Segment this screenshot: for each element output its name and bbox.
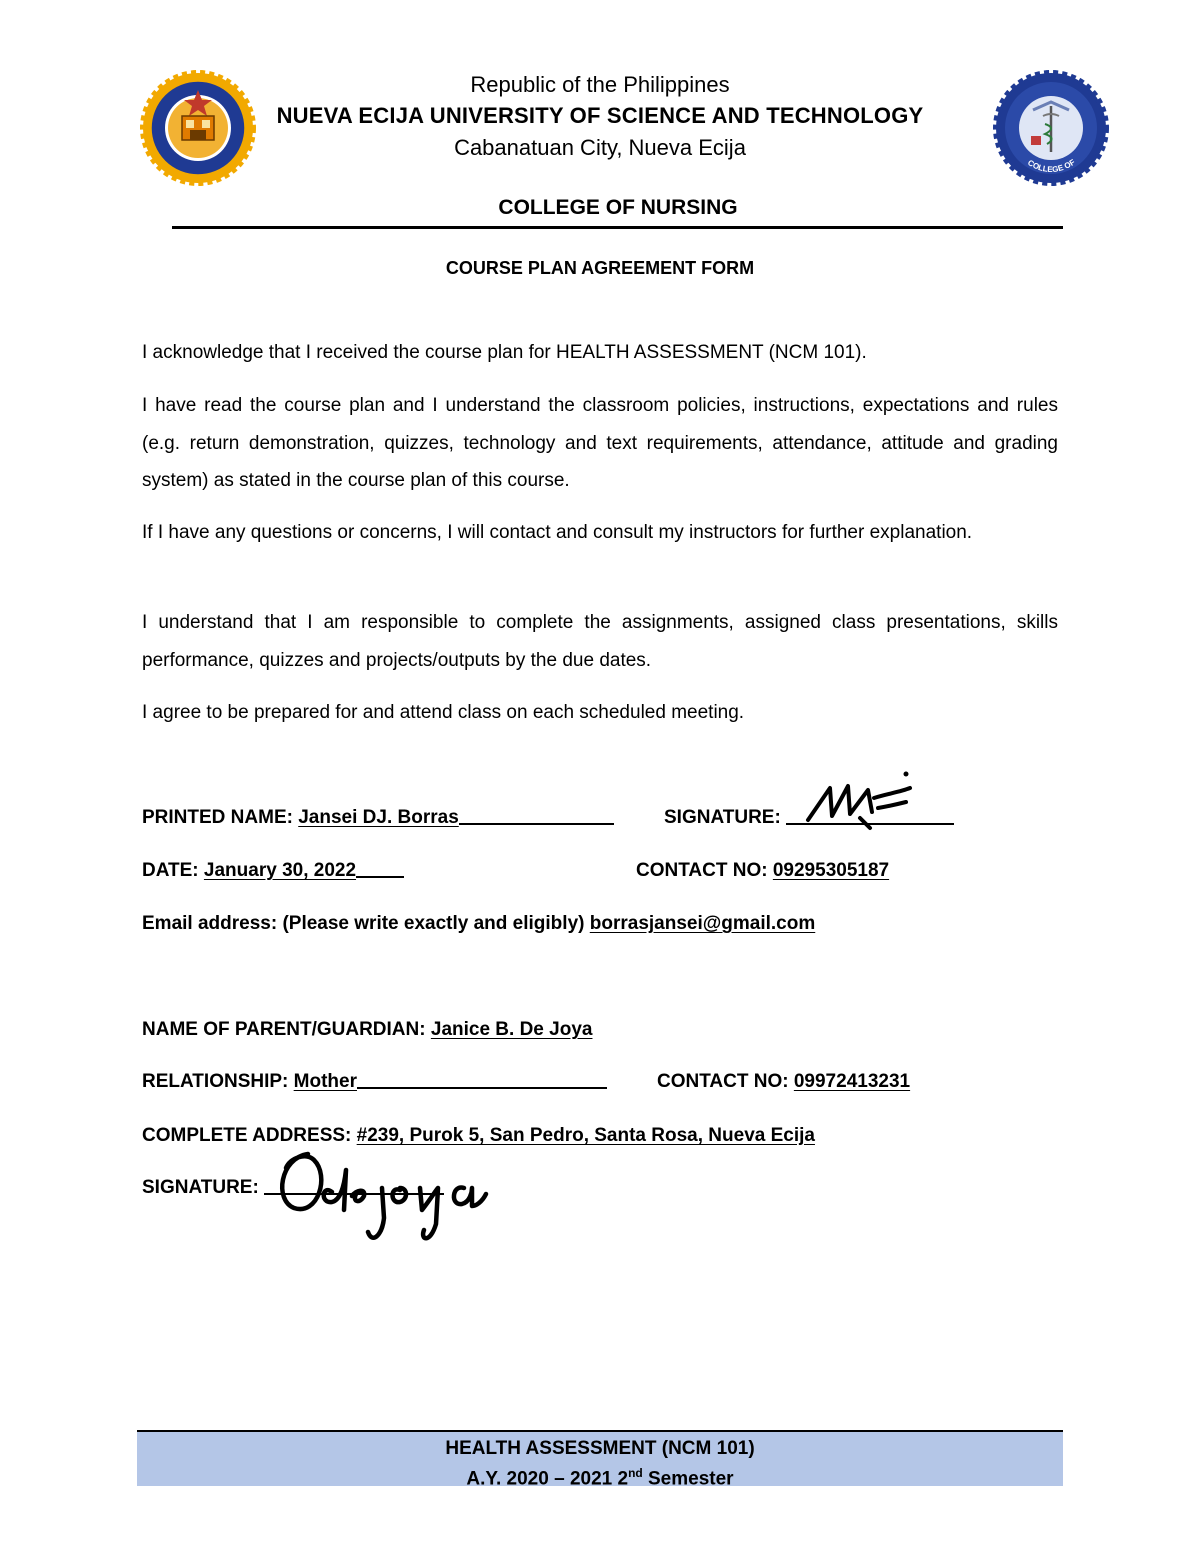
guardian-name-label: NAME OF PARENT/GUARDIAN: <box>142 1019 426 1040</box>
guardian-name-field <box>142 1019 592 1041</box>
student-contact-label: CONTACT NO: <box>636 860 768 881</box>
email-value: borrasjansei@gmail.com <box>589 913 816 934</box>
guardian-name-value: Janice B. De Joya <box>430 1019 593 1040</box>
seal-text: COLLEGE OF <box>1026 157 1077 175</box>
city-line: Cabanatuan City, Nueva Ecija <box>454 135 746 160</box>
relationship-field <box>142 1071 607 1093</box>
university-name: NUEVA ECIJA UNIVERSITY OF SCIENCE AND TECHNOLOGY <box>276 103 924 128</box>
student-signature-label: SIGNATURE: <box>664 807 781 828</box>
date-label: DATE: <box>142 860 199 881</box>
printed-name-label: PRINTED NAME: <box>142 807 293 828</box>
printed-name-value: Jansei DJ. Borras <box>298 807 459 828</box>
date-blank <box>356 875 404 878</box>
attendance-paragraph: I agree to be prepared for and attend class on each scheduled meeting. <box>142 702 745 723</box>
guardian-contact-label: CONTACT NO: <box>657 1071 789 1092</box>
header-divider <box>172 226 1063 229</box>
read-plan-paragraph: I have read the course plan and I understand the classroom policies, instructions, expectations and rules (e.g. return demonstration, quizzes, technology and text requirements, attendance, attitude and grading system) as stated in the course plan of this course. <box>142 395 1058 491</box>
footer-course: HEALTH ASSESSMENT (NCM 101) <box>445 1438 755 1459</box>
address-label: COMPLETE ADDRESS: <box>142 1125 352 1146</box>
footer-academic-year <box>137 1461 1063 1491</box>
guardian-signature-label: SIGNATURE: <box>142 1177 259 1198</box>
student-contact-field <box>636 860 889 882</box>
printed-name-blank <box>459 822 614 825</box>
footer-ordinal: nd <box>628 1466 643 1480</box>
republic-heading: Republic of the Philippines <box>470 72 730 97</box>
footer-semester: Semester <box>642 1468 734 1490</box>
date-field <box>142 860 404 882</box>
relationship-blank <box>357 1086 607 1089</box>
date-value: January 30, 2022 <box>203 860 357 881</box>
printed-name-field <box>142 807 614 829</box>
address-value: #239, Purok 5, San Pedro, Santa Rosa, Nueva Ecija <box>356 1125 815 1146</box>
questions-paragraph: If I have any questions or concerns, I will contact and consult my instructors for further explanation. <box>142 522 973 543</box>
form-title: COURSE PLAN AGREEMENT FORM <box>445 258 755 278</box>
footer-bar <box>137 1430 1063 1490</box>
footer-ay-text: A.Y. 2020 – 2021 2 <box>466 1468 629 1490</box>
relationship-value: Mother <box>293 1071 357 1092</box>
guardian-signature-image <box>260 1140 500 1250</box>
college-name: COLLEGE OF NURSING <box>498 196 738 219</box>
guardian-contact-value: 09972413231 <box>793 1071 911 1092</box>
email-field <box>142 913 815 935</box>
student-signature-image <box>800 768 920 838</box>
responsibility-paragraph: I understand that I am responsible to complete the assignments, assigned class presentations, skills performance, quizzes and projects/outputs by the due dates. <box>142 612 1058 671</box>
student-contact-value: 09295305187 <box>772 860 890 881</box>
acknowledge-paragraph: I acknowledge that I received the course plan for HEALTH ASSESSMENT (NCM 101). <box>142 342 867 363</box>
guardian-contact-field <box>657 1071 910 1093</box>
relationship-label: RELATIONSHIP: <box>142 1071 289 1092</box>
email-label: Email address: (Please write exactly and eligibly) <box>142 913 585 934</box>
